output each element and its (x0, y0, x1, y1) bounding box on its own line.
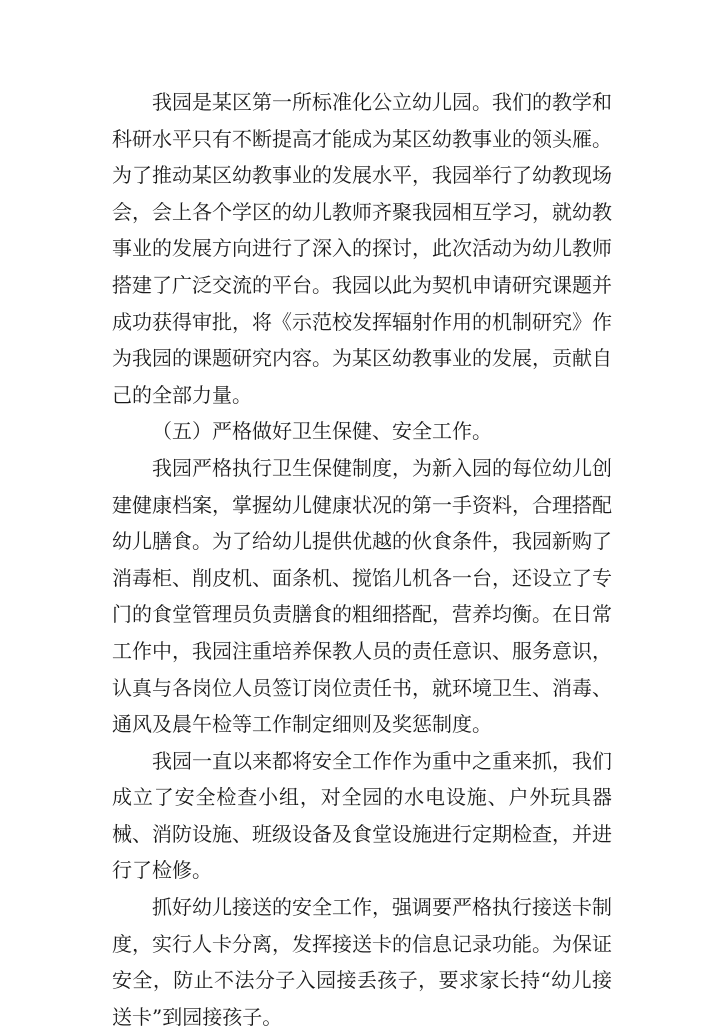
document-body (112, 84, 612, 1035)
paragraph-research: 我园是某区第一所标准化公立幼儿园。我们的教学和科研水平只有不断提高才能成为某区幼教事业的领头雁。为了推动某区幼教事业的发展水平，我园举行了幼教现场会，会上各个学区的幼儿教师齐聚我园相互学习，就幼教事业的发展方向进行了深入的探讨，此次活动为幼儿教师搭建了广泛交流的平台。我园以此为契机申请研究课题并成功获得审批，将《示范校发挥辐射作用的机制研究》作为我园的课题研究内容。为某区幼教事业的发展，贡献自己的全部力量。 (112, 90, 612, 407)
paragraph-pickup-safety: 抓好幼儿接送的安全工作，强调要严格执行接送卡制度，实行人卡分离，发挥接送卡的信息记录功能。为保证安全，防止不法分子入园接丢孩子，要求家长持“幼儿接送卡”到园接孩子。 (112, 895, 612, 1029)
paragraph-health-care: 我园严格执行卫生保健制度，为新入园的每位幼儿创建健康档案，掌握幼儿健康状况的第一手资料，合理搭配幼儿膳食。为了给幼儿提供优越的伙食条件，我园新购了消毒柜、削皮机、面条机、搅馅儿机各一台，还设立了专门的食堂管理员负责膳食的粗细搭配，营养均衡。在日常工作中，我园注重培养保教人员的责任意识、服务意识，认真与各岗位人员签订岗位责任书，就环境卫生、消毒、通风及晨午检等工作制定细则及奖惩制度。 (112, 455, 612, 737)
section-heading-health-safety: （五）严格做好卫生保健、安全工作。 (152, 419, 492, 444)
paragraph-safety-inspection: 我园一直以来都将安全工作作为重中之重来抓，我们成立了安全检查小组，对全园的水电设施、户外玩具器械、消防设施、班级设备及食堂设施进行定期检查，并进行了检修。 (112, 748, 612, 883)
